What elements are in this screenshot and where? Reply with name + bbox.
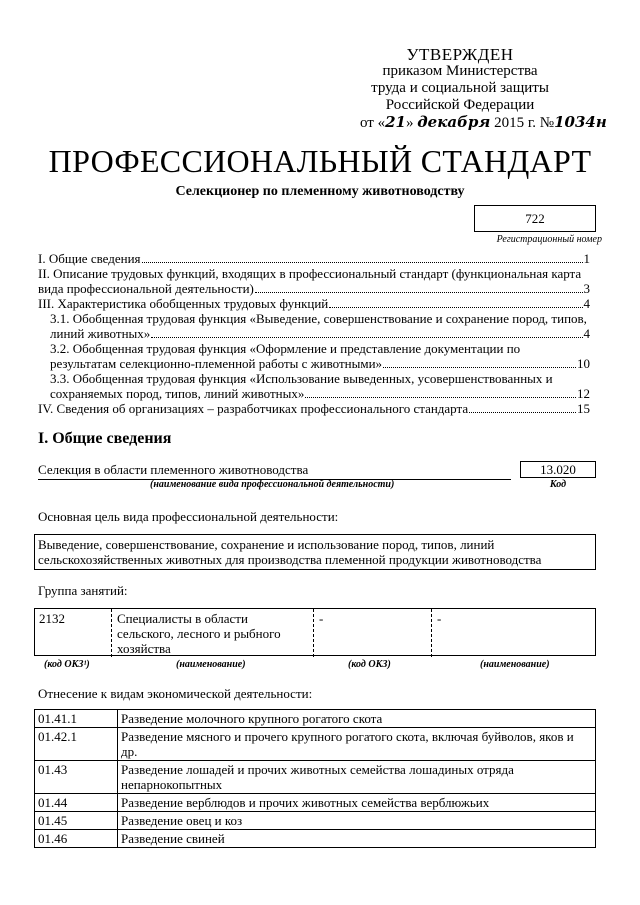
toc-leader xyxy=(383,367,576,368)
activity-code-caption: Код xyxy=(549,479,567,490)
date-prefix: от « xyxy=(360,115,386,131)
okz-name-1: Специалисты в области сельского, лесного и рыбного хозяйства xyxy=(117,611,281,656)
toc-item-page: 10 xyxy=(577,356,590,371)
okz-code-caption-1: (код ОКЗ¹) xyxy=(44,659,90,670)
okz-name-caption-2: (наименование) xyxy=(480,659,550,670)
toc-item-page: 4 xyxy=(583,326,590,341)
standard-title: ПРОФЕССИОНАЛЬНЫЙ СТАНДАРТ xyxy=(48,143,592,179)
okved-name: Разведение лошадей и прочих животных семейства лошадиных отряда непарнокопытных xyxy=(118,761,596,794)
toc-item-page: 15 xyxy=(577,401,590,416)
table-row xyxy=(35,728,596,761)
toc-leader xyxy=(329,307,582,308)
date-month: декабря xyxy=(417,113,491,131)
econ-activity-table xyxy=(34,709,596,848)
okved-name: Разведение свиней xyxy=(118,830,596,848)
registration-number-caption: Регистрационный номер xyxy=(496,234,602,245)
okved-code: 01.46 xyxy=(35,830,118,848)
toc-item[interactable] xyxy=(38,401,590,416)
toc-item-title: I. Общие сведения xyxy=(38,251,141,266)
toc-item-title: линий животных» xyxy=(50,326,151,341)
toc-leader xyxy=(469,412,576,413)
date-day: 21 xyxy=(385,113,406,131)
toc-item-title: IV. Сведения об организациях – разработчиках профессионального стандарта xyxy=(38,401,469,416)
toc-leader xyxy=(305,397,576,398)
approval-title: УТВЕРЖДЕН xyxy=(406,45,514,64)
approval-line-3: Российской Федерации xyxy=(385,97,535,113)
toc-item[interactable] xyxy=(38,311,590,341)
occupation-group-box xyxy=(34,608,596,656)
table-row xyxy=(35,710,596,728)
order-number: 1034н xyxy=(554,113,607,131)
toc-item-title-line1: 3.3. Обобщенная трудовая функция «Использование выведенных, усовершенствованных и xyxy=(50,371,553,386)
date-mid: » xyxy=(405,115,418,131)
toc-item-title: сохраняемых пород, типов, линий животных» xyxy=(50,386,305,401)
toc-leader xyxy=(255,292,583,293)
okz-name-2: - xyxy=(437,611,442,626)
standard-subtitle: Селекционер по племенному животноводству xyxy=(175,184,465,199)
toc-item[interactable] xyxy=(38,341,590,371)
table-row xyxy=(35,761,596,794)
toc-item-page: 1 xyxy=(583,251,590,266)
toc-item-page: 3 xyxy=(583,281,590,296)
okved-code: 01.41.1 xyxy=(35,710,118,728)
toc-item-page: 12 xyxy=(577,386,590,401)
separator xyxy=(431,609,432,657)
okved-code: 01.44 xyxy=(35,794,118,812)
okved-code: 01.42.1 xyxy=(35,728,118,761)
activity-name: Селекция в области племенного животноводства xyxy=(38,462,511,480)
okz-code-2: - xyxy=(319,611,324,626)
okved-code: 01.45 xyxy=(35,812,118,830)
date-year: 2015 г. № xyxy=(490,115,555,131)
okved-name: Разведение мясного и прочего крупного рогатого скота, включая буйволов, яков и др. xyxy=(118,728,596,761)
toc-item-title-line1: 3.1. Обобщенная трудовая функция «Выведение, совершенствование и сохранение пород, типов, xyxy=(50,311,587,326)
table-row xyxy=(35,794,596,812)
okved-name: Разведение овец и коз xyxy=(118,812,596,830)
table-row xyxy=(35,830,596,848)
approval-block xyxy=(360,45,607,132)
toc-item[interactable] xyxy=(38,371,590,401)
toc-item-page: 4 xyxy=(583,296,590,311)
toc-item-title-line1: 3.2. Обобщенная трудовая функция «Оформление и представление документации по xyxy=(50,341,521,356)
registration-number-box: 722 xyxy=(474,205,596,232)
toc-item[interactable] xyxy=(38,266,590,296)
toc-leader xyxy=(142,262,583,263)
separator xyxy=(313,609,314,657)
separator xyxy=(111,609,112,657)
okved-name: Разведение верблюдов и прочих животных семейства верблюжьих xyxy=(118,794,596,812)
table-row xyxy=(35,812,596,830)
toc-item[interactable] xyxy=(38,296,590,311)
activity-caption: (наименование вида профессиональной деятельности) xyxy=(150,479,395,490)
table-of-contents xyxy=(38,251,590,416)
toc-item[interactable] xyxy=(38,251,590,266)
okved-code: 01.43 xyxy=(35,761,118,794)
approval-line-1: приказом Министерства xyxy=(382,63,538,79)
toc-leader xyxy=(151,337,582,338)
okz-name-caption-1: (наименование) xyxy=(176,659,246,670)
okved-name: Разведение молочного крупного рогатого скота xyxy=(118,710,596,728)
goal-label: Основная цель вида профессиональной деятельности: xyxy=(38,509,339,524)
okz-code-1: 2132 xyxy=(39,611,65,626)
econ-activity-label: Отнесение к видам экономической деятельности: xyxy=(38,686,313,701)
section-heading: I. Общие сведения xyxy=(38,430,172,447)
toc-item-title-line1: II. Описание трудовых функций, входящих в профессиональный стандарт (функциональная карта xyxy=(38,266,582,281)
toc-item-title: результатам селекционно-племенной работы с животными» xyxy=(50,356,383,371)
approval-line-2: труда и социальной защиты xyxy=(371,80,549,96)
group-label: Группа занятий: xyxy=(38,583,128,598)
toc-item-title: III. Характеристика обобщенных трудовых функций xyxy=(38,296,329,311)
toc-item-title: вида профессиональной деятельности) xyxy=(38,281,254,296)
goal-box: Выведение, совершенствование, сохранение и использование пород, типов, линий сельскохозяйственных животных для производства племенной продукции животноводства xyxy=(34,534,596,570)
activity-code-box: 13.020 xyxy=(520,461,596,478)
approval-date-line xyxy=(360,113,607,132)
okz-code-caption-2: (код ОКЗ) xyxy=(348,659,391,670)
